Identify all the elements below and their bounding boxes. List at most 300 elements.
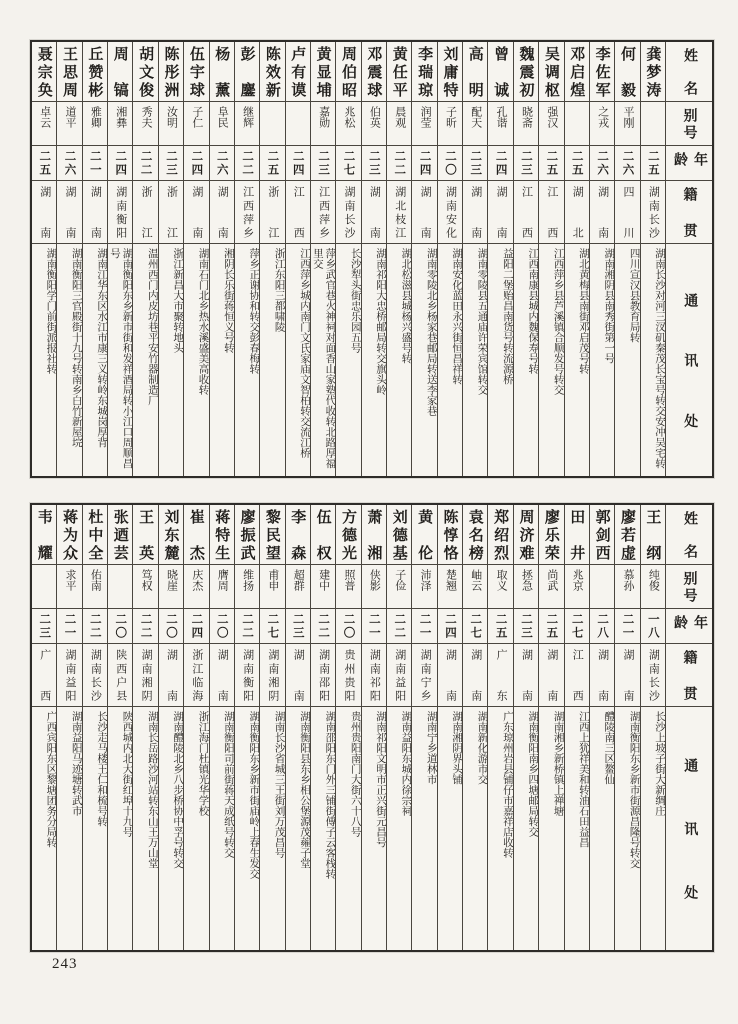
native-text: 湖南 [165, 649, 178, 701]
name-cell [159, 42, 183, 101]
native-text: 湖南 [444, 649, 457, 701]
age-text: 二一 [367, 612, 380, 640]
native-text: 湖南 [64, 186, 77, 238]
name-cell [590, 42, 614, 101]
age-text: 二四 [418, 149, 431, 177]
alias-cell [159, 101, 183, 145]
alias-cell [412, 101, 436, 145]
native-cell [565, 643, 589, 706]
age-text: 二六 [596, 149, 609, 177]
age-cell [565, 145, 589, 180]
age-text: 二四 [114, 149, 127, 177]
entry-column-田井 [565, 505, 590, 950]
header-alias-text: 别号 [681, 108, 697, 139]
age-text: 二一 [621, 612, 634, 640]
native-text: 湖北枝江 [393, 186, 406, 238]
address-cell [235, 243, 259, 476]
native-text: 湖南湘阴 [140, 649, 153, 701]
alias-text: 嘉勋 [317, 106, 330, 128]
native-cell [641, 643, 665, 706]
address-text: 湖南益阳东城内徐宗祠 [400, 711, 412, 816]
age-cell [235, 608, 259, 643]
age-text: 二一 [63, 612, 76, 640]
native-text: 江西 [292, 186, 305, 238]
native-text: 湖南湘阴 [266, 649, 279, 701]
address-text: 广西宾阳东区黎塘团务分局转 [45, 711, 57, 848]
native-cell [438, 643, 462, 706]
entry-column-周镐 [108, 42, 133, 476]
address-text: 湖南长沙省城三王街刘万茂昌号 [273, 711, 285, 858]
name-cell [539, 505, 563, 564]
name-text: 彭鏖 [238, 46, 255, 97]
name-cell [514, 42, 538, 101]
address-cell [615, 706, 639, 950]
native-cell [412, 180, 436, 243]
alias-cell [615, 101, 639, 145]
age-cell [83, 608, 107, 643]
native-text: 湖南 [469, 186, 482, 238]
alias-text: 卓云 [38, 106, 51, 128]
name-cell [133, 42, 157, 101]
entry-column-周伯昭 [336, 42, 361, 476]
name-cell [260, 505, 284, 564]
native-text: 湖南 [596, 186, 609, 238]
address-cell [387, 243, 411, 476]
entry-column-魏震初 [514, 42, 539, 476]
name-text: 王思周 [61, 46, 78, 97]
age-text: 二七 [469, 612, 482, 640]
name-text: 周镐 [111, 46, 128, 97]
native-text: 湖南长沙 [647, 186, 660, 238]
entry-column-卢有谟 [286, 42, 311, 476]
row-header-column [666, 42, 712, 476]
name-cell [565, 42, 589, 101]
native-cell [108, 180, 132, 243]
native-cell [387, 180, 411, 243]
native-cell [133, 180, 157, 243]
alias-cell [641, 101, 665, 145]
alias-cell [565, 564, 589, 608]
alias-cell [159, 564, 183, 608]
native-text: 湖南 [545, 649, 558, 701]
native-cell [57, 643, 81, 706]
entry-column-李森 [286, 505, 311, 950]
alias-cell [311, 101, 335, 145]
age-cell [108, 608, 132, 643]
name-cell [412, 42, 436, 101]
age-text: 二五 [266, 149, 279, 177]
address-cell [260, 706, 284, 950]
address-text: 湖南江华东区水江市康三义转岭东城岗厚背 [96, 248, 108, 448]
native-cell [260, 180, 284, 243]
name-cell [412, 505, 436, 564]
native-cell [260, 643, 284, 706]
native-text: 湖南祁阳 [368, 649, 381, 701]
name-cell [590, 505, 614, 564]
address-cell [590, 243, 614, 476]
alias-cell [260, 101, 284, 145]
entry-column-陈效新 [260, 42, 285, 476]
age-text: 二四 [190, 612, 203, 640]
name-cell [159, 505, 183, 564]
directory-table-lower [30, 503, 714, 952]
entry-column-刘德基 [387, 505, 412, 950]
alias-cell [133, 101, 157, 145]
native-cell [32, 643, 56, 706]
name-text: 王英 [137, 509, 154, 560]
alias-cell [286, 101, 310, 145]
alias-text: 超群 [292, 569, 305, 591]
age-cell [57, 145, 81, 180]
native-text: 湖南长沙 [89, 649, 102, 701]
address-cell [514, 706, 538, 950]
header-age-cell [666, 145, 712, 180]
age-cell [463, 608, 487, 643]
name-cell [463, 42, 487, 101]
name-text: 卢有谟 [289, 46, 306, 97]
entry-column-伍宇球 [184, 42, 209, 476]
address-text: 湖南零陵北乡杨家巷邮局转送李家巷 [425, 248, 437, 416]
native-cell [539, 643, 563, 706]
address-text: 湖南益阳马迹塘转武市 [70, 711, 82, 816]
name-text: 何毅 [618, 46, 635, 97]
name-text: 陈惇恪 [441, 509, 458, 560]
name-text: 蒋为众 [61, 509, 78, 560]
name-cell [336, 505, 360, 564]
name-text: 刘庸特 [441, 46, 458, 97]
age-text: 二三 [367, 149, 380, 177]
alias-text: 膺周 [216, 569, 229, 591]
age-text: 二二 [139, 149, 152, 177]
alias-cell [336, 101, 360, 145]
alias-text: 雅卿 [89, 106, 102, 128]
age-text: 二四 [291, 149, 304, 177]
address-text: 湖南祁阳大忠桥邮局转交旗头岭 [375, 248, 387, 395]
address-text: 湖南新化游市交 [476, 711, 488, 785]
age-text: 二六 [621, 149, 634, 177]
alias-cell [412, 564, 436, 608]
address-cell [210, 243, 234, 476]
alias-cell [539, 564, 563, 608]
name-text: 黄任平 [390, 46, 407, 97]
name-cell [260, 42, 284, 101]
address-cell [83, 706, 107, 950]
address-cell [539, 243, 563, 476]
name-cell [235, 42, 259, 101]
native-cell [57, 180, 81, 243]
age-cell [260, 145, 284, 180]
address-cell [438, 243, 462, 476]
native-text: 湖南 [520, 649, 533, 701]
address-text: 湖南安化蓝田永兴街恒昌祥转 [451, 248, 463, 385]
alias-text: 沛泽 [419, 569, 432, 591]
native-text: 湖南长沙 [343, 186, 355, 238]
address-text: 醴陵南三区鳌仙 [603, 711, 615, 785]
age-cell [412, 145, 436, 180]
name-cell [57, 42, 81, 101]
native-text: 江西 [571, 649, 584, 701]
entry-column-聂宗奂 [32, 42, 57, 476]
age-cell [488, 608, 512, 643]
alias-text: 晓崖 [165, 569, 178, 591]
native-text: 江西 [545, 186, 558, 238]
age-cell [641, 145, 665, 180]
entry-column-王纲 [641, 505, 666, 950]
entry-column-郑绍烈 [488, 505, 513, 950]
address-cell [488, 706, 512, 950]
alias-cell [387, 564, 411, 608]
alias-cell [539, 101, 563, 145]
address-cell [412, 243, 436, 476]
name-text: 周济难 [517, 509, 534, 560]
address-cell [539, 706, 563, 950]
address-text: 湖南宁乡道林市 [425, 711, 437, 785]
address-cell [235, 706, 259, 950]
entry-column-邓启煌 [565, 42, 590, 476]
age-text: 二八 [596, 612, 609, 640]
age-cell [387, 608, 411, 643]
entry-column-袁名榜 [463, 505, 488, 950]
entry-column-彭鏖 [235, 42, 260, 476]
address-text: 四川宣汉县教育局转 [628, 248, 640, 343]
name-text: 伍权 [314, 509, 331, 560]
age-text: 二七 [266, 612, 279, 640]
native-text: 湖南 [621, 649, 634, 701]
name-cell [286, 505, 310, 564]
alias-cell [235, 101, 259, 145]
native-text: 湖南 [292, 649, 305, 701]
age-text: 二五 [545, 149, 558, 177]
age-cell [235, 145, 259, 180]
native-cell [641, 180, 665, 243]
alias-text: 侠影 [368, 569, 381, 591]
entry-column-周济难 [514, 505, 539, 950]
native-cell [412, 643, 436, 706]
header-age-cell [666, 608, 712, 643]
alias-cell [184, 564, 208, 608]
entry-column-黎民望 [260, 505, 285, 950]
age-cell [260, 608, 284, 643]
address-text: 湖南醴陵北乡八步桥协中孚号转交 [172, 711, 184, 869]
native-cell [539, 180, 563, 243]
native-text: 浙江 [140, 186, 153, 238]
alias-cell [83, 564, 107, 608]
name-cell [235, 505, 259, 564]
entry-column-吴调枢 [539, 42, 564, 476]
age-cell [133, 608, 157, 643]
native-text: 广西 [38, 649, 51, 701]
alias-text: 润莹 [419, 106, 432, 128]
age-cell [362, 145, 386, 180]
address-text: 湖南邵阳东门外三铺街傅子云客栈转 [324, 711, 336, 879]
alias-cell [235, 564, 259, 608]
alias-cell [590, 101, 614, 145]
address-cell [565, 706, 589, 950]
name-text: 邓启煌 [568, 46, 585, 97]
native-text: 湖南 [38, 186, 51, 238]
name-text: 黎民望 [263, 509, 280, 560]
age-cell [438, 608, 462, 643]
address-text: 益阳二堡贻昌南货号转流源桥 [501, 248, 513, 385]
name-text: 李森 [289, 509, 306, 560]
name-text: 廖若虚 [618, 509, 635, 560]
address-text: 贵州贵阳南门大街六十八号 [349, 711, 361, 837]
name-text: 韦耀 [35, 509, 52, 560]
age-text: 一八 [646, 612, 659, 640]
address-text: 江西上犹祥美和转油石田益昌 [577, 711, 589, 848]
header-name-cell [666, 505, 712, 564]
age-text: 二二 [317, 612, 330, 640]
age-text: 二二 [139, 612, 152, 640]
age-cell [83, 145, 107, 180]
age-text: 二五 [38, 149, 51, 177]
native-text: 湖南宁乡 [419, 649, 432, 701]
address-text: 湖南长沙对河三汊矶秦茂长宝号转交安冲吴宅转 [654, 248, 665, 469]
age-cell [539, 145, 563, 180]
header-alias-text: 别号 [681, 571, 697, 602]
alias-cell [32, 101, 56, 145]
name-cell [488, 42, 512, 101]
address-cell [159, 706, 183, 950]
header-alias-cell [666, 101, 712, 145]
age-cell [311, 608, 335, 643]
age-text: 二二 [241, 149, 254, 177]
age-cell [539, 608, 563, 643]
native-text: 湖南 [216, 649, 229, 701]
address-text: 湖南衡阳学门前街派报社转 [45, 248, 57, 374]
age-text: 二六 [63, 149, 76, 177]
age-cell [210, 145, 234, 180]
age-text: 二〇 [114, 612, 127, 640]
native-cell [83, 643, 107, 706]
age-cell [210, 608, 234, 643]
entry-column-蒋为众 [57, 505, 82, 950]
age-text: 二五 [494, 612, 507, 640]
name-cell [387, 505, 411, 564]
entry-column-陈彤洲 [159, 42, 184, 476]
address-cell [83, 243, 107, 476]
native-text: 陕西户县 [114, 649, 127, 701]
address-cell [641, 706, 665, 950]
address-text: 长沙走马楼王仁和梳号转 [96, 711, 108, 827]
native-text: 江西萍乡 [241, 186, 254, 238]
entry-column-黄伦 [412, 505, 437, 950]
entry-column-郭剑西 [590, 505, 615, 950]
age-cell [311, 145, 335, 180]
address-text: 湖南零陵县五通庙许荣宾馆转交 [476, 248, 488, 395]
address-cell [590, 706, 614, 950]
native-text: 湖南 [495, 186, 508, 238]
entry-column-邓震球 [362, 42, 387, 476]
address-cell [159, 243, 183, 476]
native-cell [590, 643, 614, 706]
age-text: 二〇 [215, 612, 228, 640]
native-cell [615, 643, 639, 706]
address-text: 湖北黄梅县南街邓启茂号转 [577, 248, 589, 374]
address-cell [514, 243, 538, 476]
native-text: 湖南长沙 [647, 649, 660, 701]
address-cell [32, 706, 56, 950]
age-cell [32, 608, 56, 643]
name-cell [336, 42, 360, 101]
age-cell [488, 145, 512, 180]
alias-cell [311, 564, 335, 608]
native-text: 湖南益阳 [393, 649, 406, 701]
entry-column-崔杰 [184, 505, 209, 950]
native-cell [615, 180, 639, 243]
header-age-text: 年龄 [672, 615, 707, 629]
entry-column-陈惇恪 [438, 505, 463, 950]
name-cell [210, 42, 234, 101]
address-cell [362, 706, 386, 950]
native-text: 广东 [495, 649, 508, 701]
native-cell [286, 643, 310, 706]
name-cell [615, 42, 639, 101]
native-text: 湖南 [216, 186, 229, 238]
page-number: 243 [52, 956, 78, 972]
native-cell [133, 643, 157, 706]
entry-column-方德光 [336, 505, 361, 950]
address-text: 江西萍乡县芦溪镇合顺发号转交 [552, 248, 564, 395]
alias-cell [641, 564, 665, 608]
alias-cell [57, 101, 81, 145]
entry-column-李佐军 [590, 42, 615, 476]
name-cell [311, 42, 335, 101]
alias-text: 维扬 [241, 569, 254, 591]
alias-cell [514, 564, 538, 608]
header-age-text: 年龄 [672, 152, 707, 166]
address-text: 湖南衡阳司前街蒋天成纸号转交 [222, 711, 234, 858]
native-cell [362, 643, 386, 706]
alias-cell [210, 101, 234, 145]
alias-text: 拯急 [520, 569, 533, 591]
native-cell [488, 180, 512, 243]
address-text: 广东琼州岩县铺仔市嘉祥店收转 [501, 711, 513, 858]
name-cell [641, 42, 665, 101]
entry-column-张迺芸 [108, 505, 133, 950]
age-text: 二五 [570, 149, 583, 177]
name-text: 陈效新 [263, 46, 280, 97]
native-cell [210, 643, 234, 706]
alias-cell [362, 564, 386, 608]
alias-cell [184, 101, 208, 145]
age-cell [286, 145, 310, 180]
age-cell [615, 608, 639, 643]
alias-text: 道平 [64, 106, 77, 128]
header-name-text: 姓名 [682, 48, 697, 95]
native-text: 湖南衡阳 [114, 186, 127, 238]
address-text: 湖南衡阳东乡新市街源昌隆号转交 [628, 711, 640, 869]
name-cell [362, 505, 386, 564]
name-text: 杨薰 [213, 46, 230, 97]
alias-cell [488, 101, 512, 145]
address-text: 湘阴长乐街蒋恒义号转 [222, 248, 234, 353]
alias-cell [108, 101, 132, 145]
name-text: 周伯昭 [340, 46, 356, 97]
name-text: 萧湘 [365, 509, 382, 560]
address-text: 萍乡武官巷火神祠对面香山家塾代收转北路厚福里交 [311, 248, 336, 469]
alias-text: 伯英 [368, 106, 381, 128]
age-cell [336, 608, 360, 643]
name-cell [387, 42, 411, 101]
name-cell [615, 505, 639, 564]
name-cell [514, 505, 538, 564]
age-text: 二五 [545, 612, 558, 640]
native-cell [159, 643, 183, 706]
address-text: 湖南衡阳南乡四塘邮局转交 [527, 711, 539, 837]
address-cell [210, 706, 234, 950]
age-text: 二七 [570, 612, 583, 640]
